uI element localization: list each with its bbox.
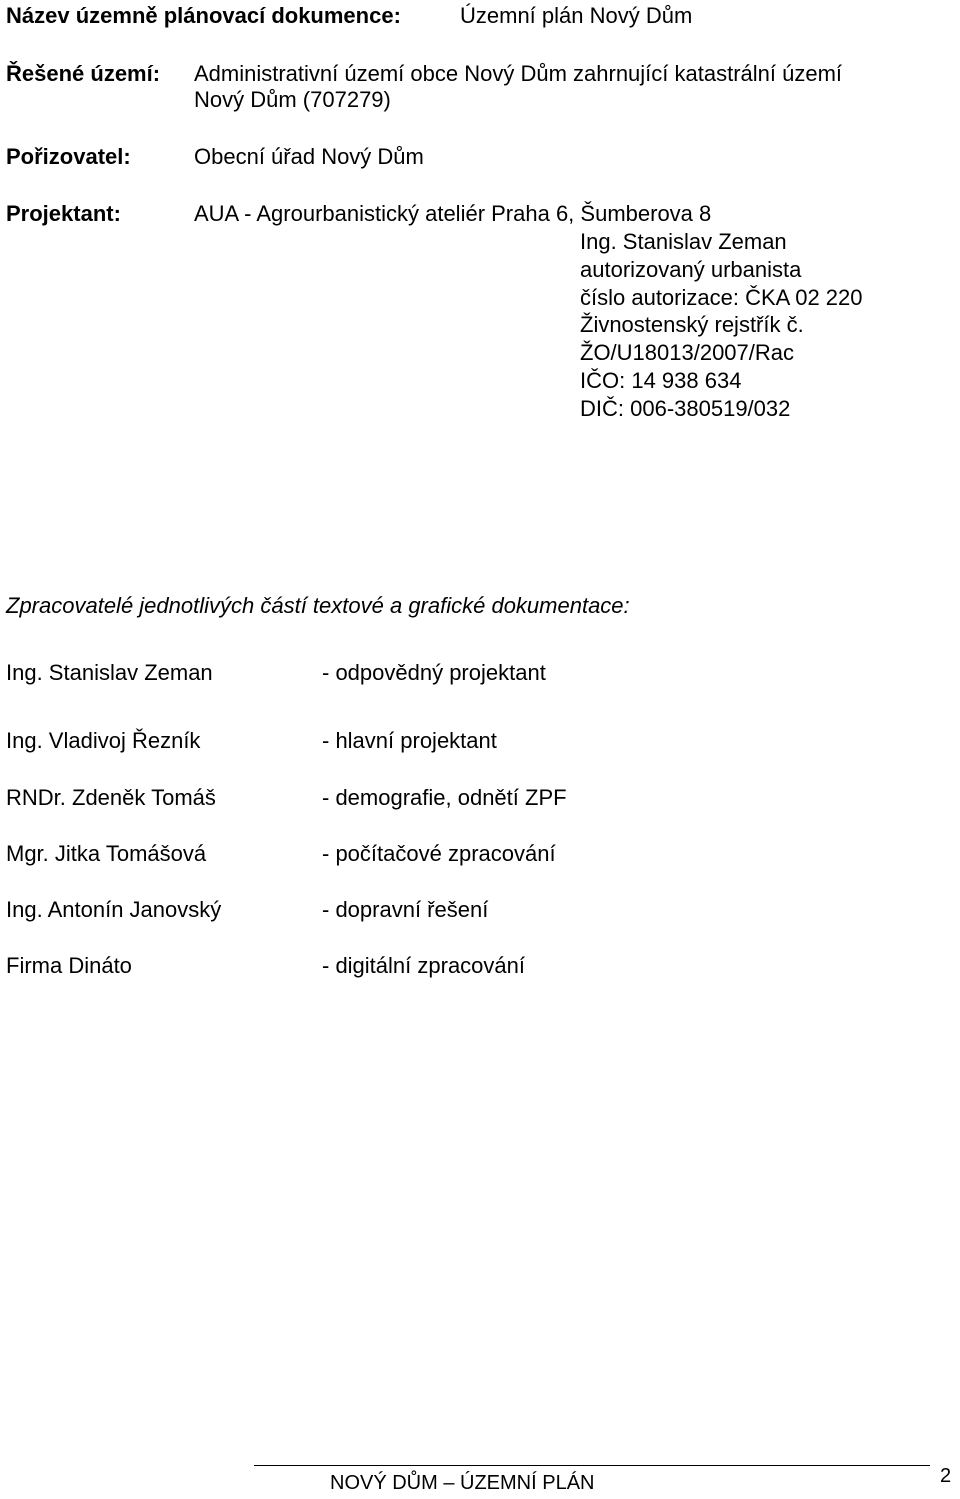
area-value-line-1: Administrativní území obce Nový Dům zahrnující katastrální území xyxy=(194,61,843,86)
designer-detail-line: ŽO/U18013/2007/Rac xyxy=(580,340,795,365)
designer-detail-line: Ing. Stanislav Zeman xyxy=(580,229,787,254)
area-value-line-2: Nový Dům (707279) xyxy=(194,87,391,112)
designer-label: Projektant: xyxy=(6,201,121,226)
doc-label: Název územně plánovací dokumence: xyxy=(6,3,401,28)
footer-title: NOVÝ DŮM – ÚZEMNÍ PLÁN xyxy=(330,1472,595,1494)
doc-value: Územní plán Nový Dům xyxy=(460,3,693,28)
contributor-name: Firma Dináto xyxy=(6,953,132,978)
contributor-role: - demografie, odnětí ZPF xyxy=(322,785,567,810)
contributor-role: - hlavní projektant xyxy=(322,728,497,753)
contributor-name: Mgr. Jitka Tomášová xyxy=(6,841,207,866)
designer-detail-line: DIČ: 006-380519/032 xyxy=(580,396,791,421)
designer-detail-line: autorizovaný urbanista xyxy=(580,257,802,282)
procurer-label: Pořizovatel: xyxy=(6,144,131,169)
area-label: Řešené území: xyxy=(6,61,161,86)
designer-detail-line: IČO: 14 938 634 xyxy=(580,368,742,393)
procurer-value: Obecní úřad Nový Dům xyxy=(194,144,424,169)
contributor-name: Ing. Stanislav Zeman xyxy=(6,660,213,685)
footer-divider xyxy=(254,1465,930,1466)
contributors-heading: Zpracovatelé jednotlivých částí textové a grafické dokumentace: xyxy=(6,593,630,618)
page-number: 2 xyxy=(940,1465,952,1487)
designer-detail-line: číslo autorizace: ČKA 02 220 xyxy=(580,285,863,310)
contributor-name: RNDr. Zdeněk Tomáš xyxy=(6,785,216,810)
contributor-role: - odpovědný projektant xyxy=(322,660,546,685)
contributor-role: - počítačové zpracování xyxy=(322,841,556,866)
contributor-name: Ing. Antonín Janovský xyxy=(6,897,222,922)
contributor-role: - digitální zpracování xyxy=(322,953,525,978)
contributor-role: - dopravní řešení xyxy=(322,897,489,922)
designer-detail-line: Živnostenský rejstřík č. xyxy=(580,312,804,337)
contributor-name: Ing. Vladivoj Řezník xyxy=(6,728,201,753)
designer-value: AUA - Agrourbanistický ateliér Praha 6, Šumberova 8 xyxy=(194,201,712,226)
